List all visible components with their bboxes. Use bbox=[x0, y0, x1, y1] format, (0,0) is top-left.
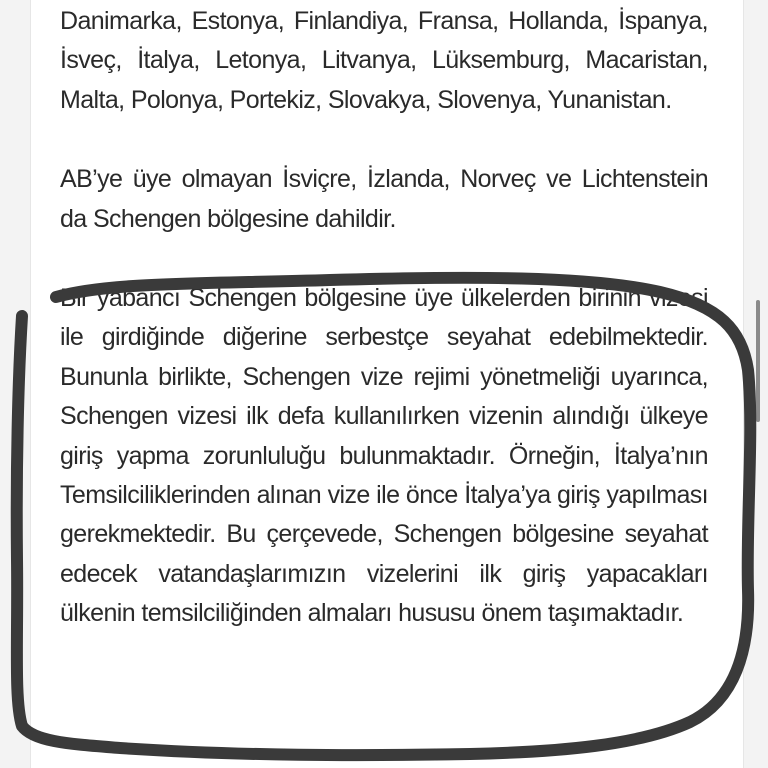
scrollbar-thumb[interactable] bbox=[756, 300, 760, 422]
article-body bbox=[60, 0, 708, 634]
paragraph-schengen-countries: Danimarka, Estonya, Finlandiya, Fransa, Hollanda, İspanya, İsveç, İtalya, Letonya, Litvanya, Lüksemburg, Macaristan, Malta, Polonya, Portekiz, Slovakya, Slovenya, Yunanistan. bbox=[60, 7, 708, 114]
paragraph-non-eu-members: AB’ye üye olmayan İsviçre, İzlanda, Norveç ve Lichtenstein da Schengen bölgesine dahildir. bbox=[60, 165, 708, 233]
paragraph-entry-rule: Bir yabancı Schengen bölgesine üye ülkelerden birinin vizesi ile girdiğinde diğerine serbestçe seyahat edebilmektedir. Bununla birlikte, Schengen vize rejimi yönetmeliği uyarınca, Schengen vizesi ilk defa kullanılırken vizenin alındığı ülkeye giriş yapma zorunluluğu bulunmaktadır. Örneğin, İtalya’nın Temsilciliklerinden alınan vize ile önce İtalya’ya giriş yapılması gerekmektedir. Bu çerçevede, Schengen bölgesine seyahat edecek vatandaşlarımızın vizelerini ilk giriş yapacakları ülkenin temsilciliğinden almaları hususu önem taşımaktadır. bbox=[60, 284, 708, 628]
